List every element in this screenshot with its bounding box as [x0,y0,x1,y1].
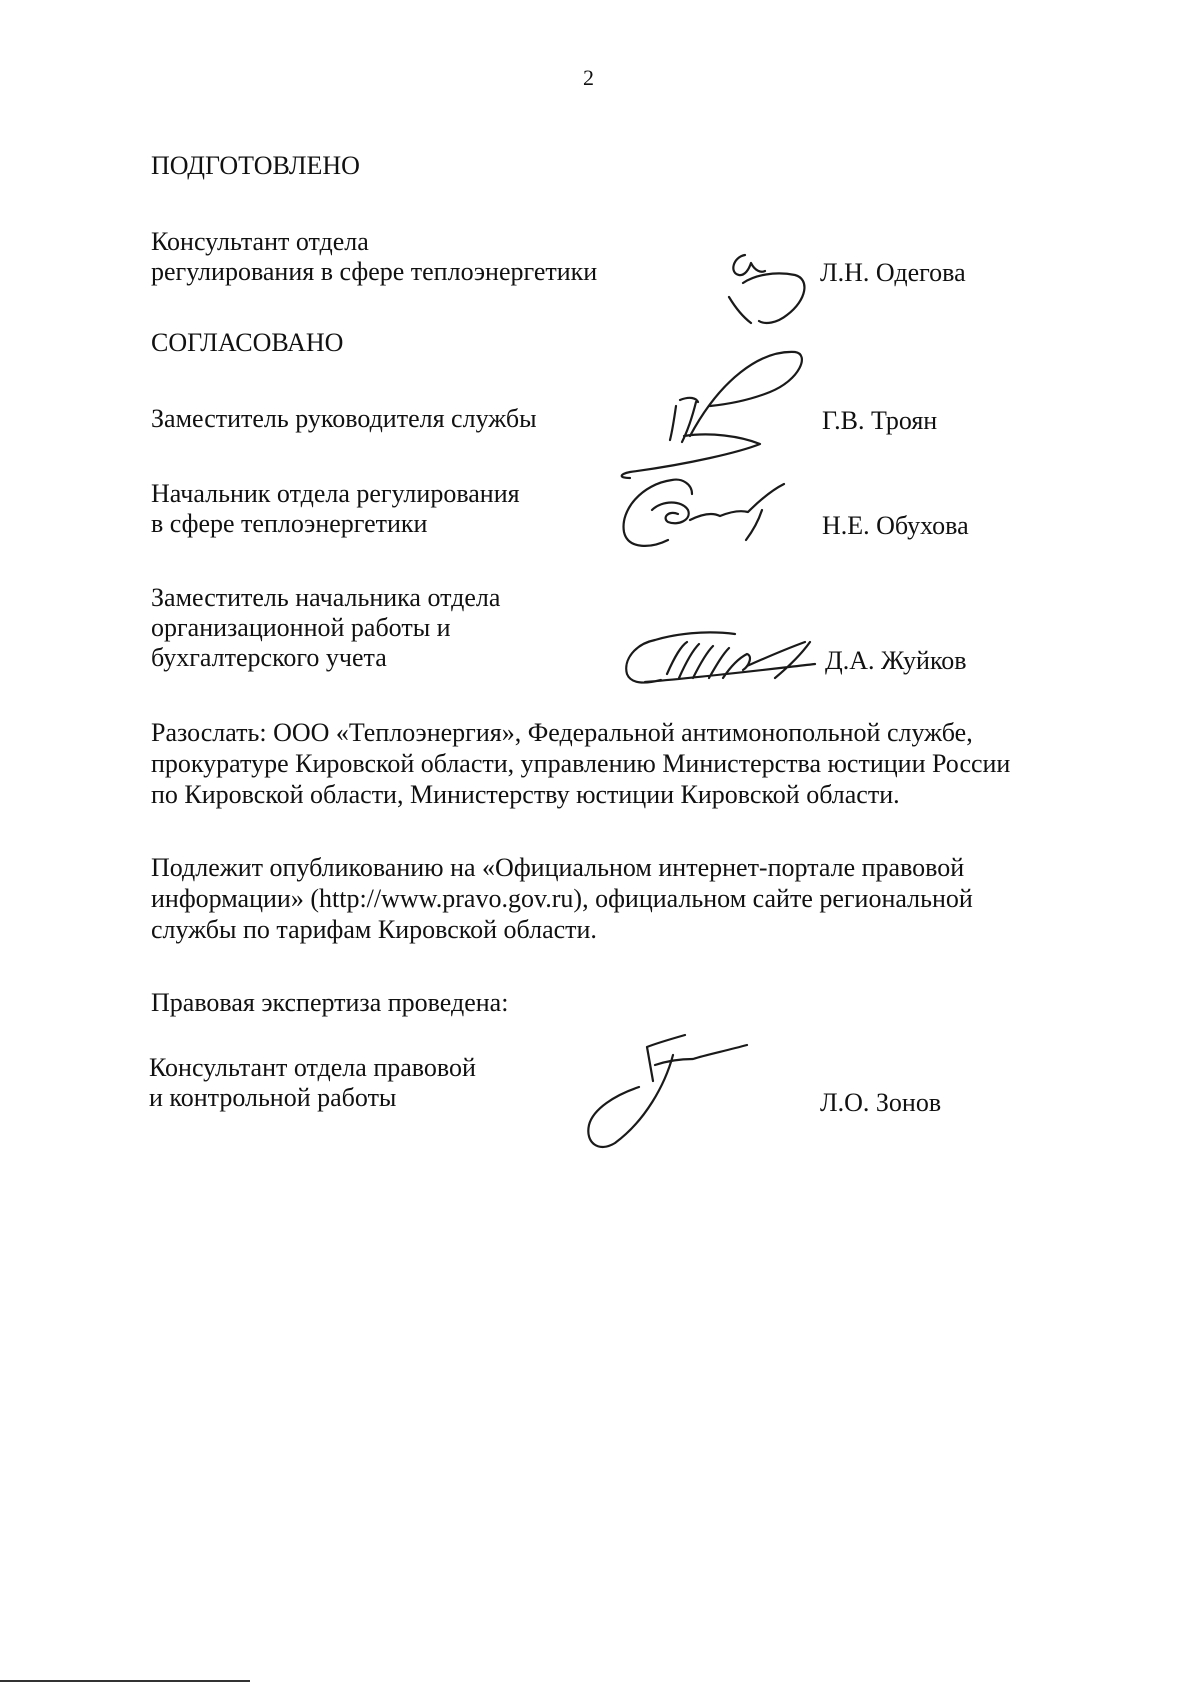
legal-review-position-line2: и контрольной работы [149,1083,397,1112]
signature-odegova [715,245,815,330]
deputy-org-position-line1: Заместитель начальника отдела [151,583,501,612]
deputy-org-position-line2: организационной работы и [151,613,451,642]
signature-obukhova [612,470,802,560]
prepared-position-line2: регулирования в сфере теплоэнергетики [151,257,598,286]
head-of-dept-name: Н.Е. Обухова [822,511,969,540]
prepared-name: Л.Н. Одегова [820,258,966,287]
distribution-line3: по Кировской области, Министерству юстиции Кировской области. [151,780,900,809]
deputy-head-name: Г.В. Троян [822,406,938,435]
deputy-org-name: Д.А. Жуйков [825,646,967,675]
deputy-org-position-line3: бухгалтерского учета [151,643,387,672]
legal-review-heading: Правовая экспертиза проведена: [151,988,509,1017]
publication-line1: Подлежит опубликованию на «Официальном интернет-портале правовой [151,853,965,882]
publication-line3: службы по тарифам Кировской области. [151,915,597,944]
legal-review-position-line1: Консультант отдела правовой [149,1053,476,1082]
legal-review-name: Л.О. Зонов [820,1088,942,1117]
footer-rule [0,1680,250,1682]
distribution-line1: Разослать: ООО «Теплоэнергия», Федеральной антимонопольной службе, [151,718,973,747]
prepared-heading: ПОДГОТОВЛЕНО [151,151,360,180]
distribution-line2: прокуратуре Кировской области, управлению Министерства юстиции России [151,749,1011,778]
agreed-heading: СОГЛАСОВАНО [151,328,344,357]
signature-zhuykov [615,620,830,690]
deputy-head-position: Заместитель руководителя службы [151,404,537,433]
publication-line2: информации» (http://www.pravo.gov.ru), официальном сайте региональной [151,884,973,913]
page-number: 2 [583,65,594,90]
head-of-dept-position-line2: в сфере теплоэнергетики [151,509,428,538]
head-of-dept-position-line1: Начальник отдела регулирования [151,479,520,508]
prepared-position-line1: Консультант отдела [151,227,369,256]
signature-troyan [610,340,810,490]
signature-zonov [575,1025,755,1155]
